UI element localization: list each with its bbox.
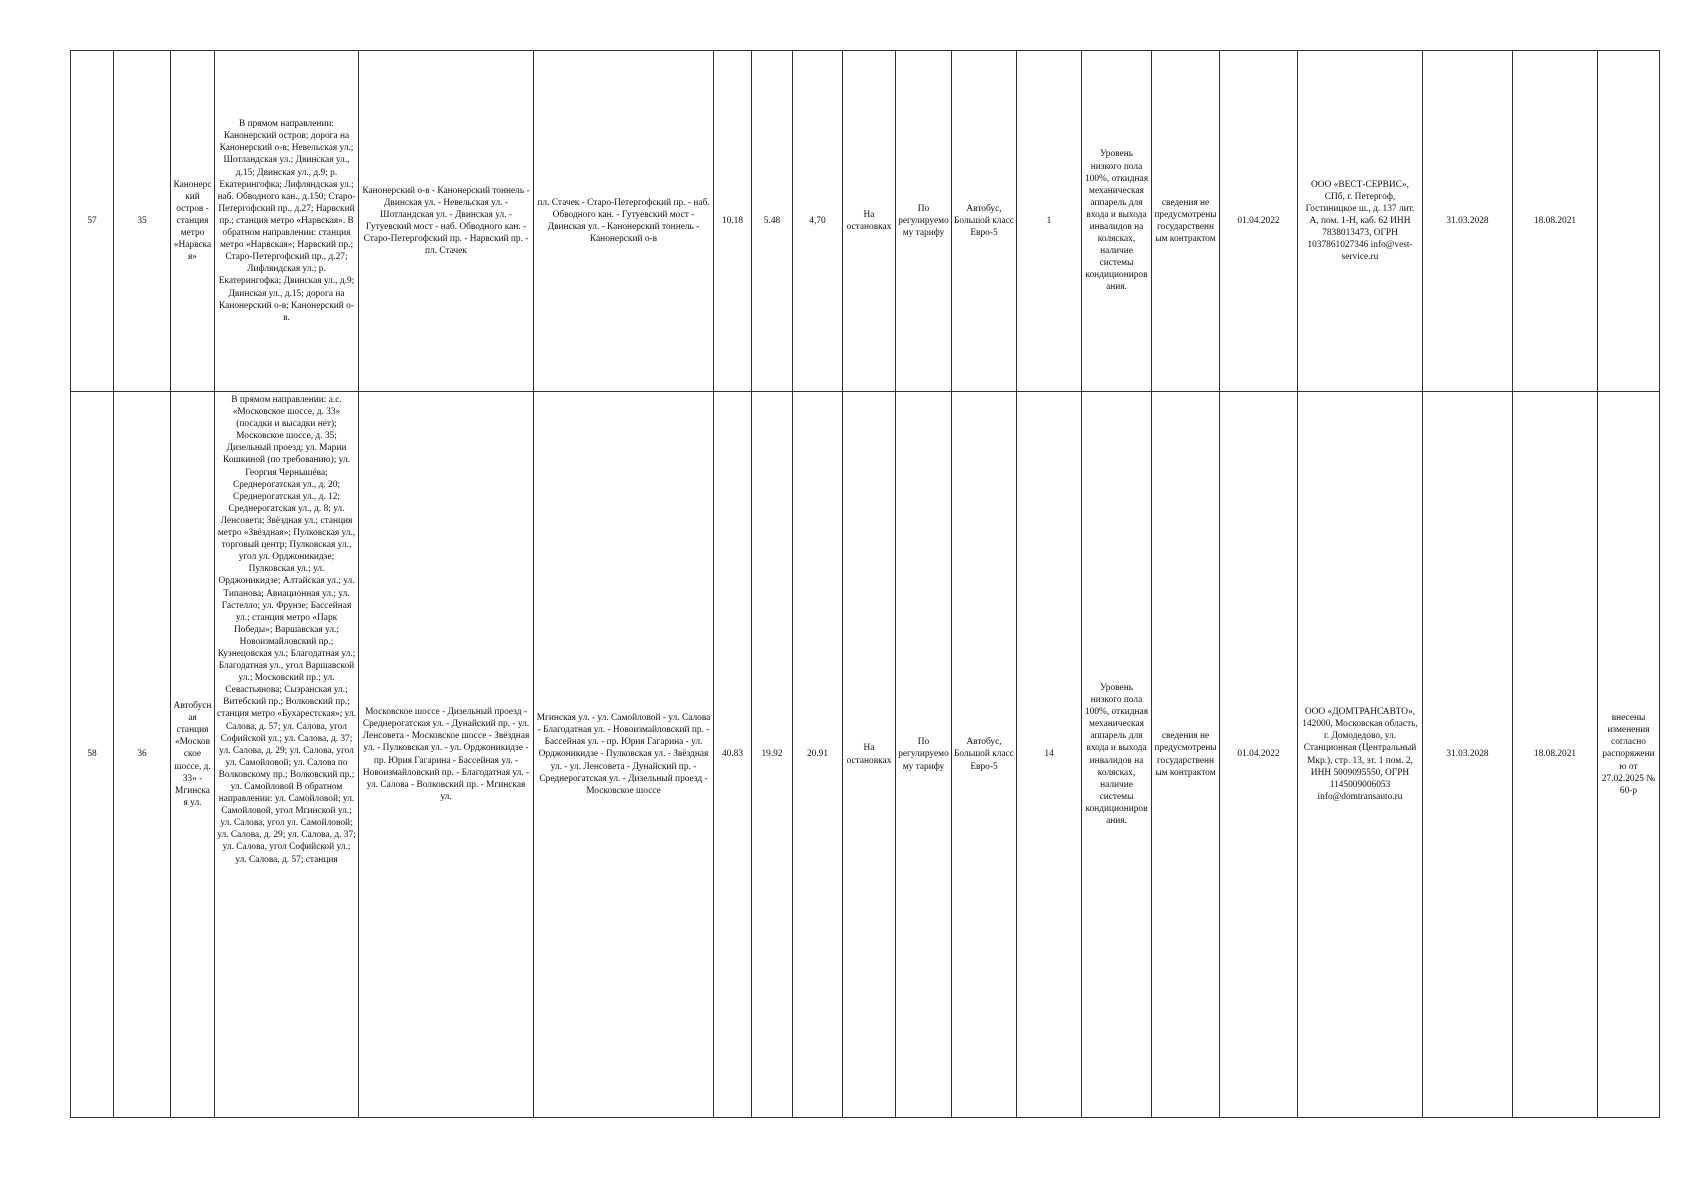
cell-length-backward: 5.48	[752, 51, 793, 392]
cell-streets-forward: Московское шоссе - Дизельный проезд - Среднерогатская ул. - Дунайский пр. - ул. Ленсовета - Московское шоссе - Звёздная ул. - Пулковская ул. - ул. Орджоникидзе - пр. Юрия Гагарина - Бассейная ул. - Новоизмайловский пр. - Благодатная ул. - ул. Салова - Волковский пр. - Мгинская ул.	[359, 392, 534, 1118]
cell-streets-forward: Канонерский о-в - Канонерский тоннель - Двинская ул. - Невельская ул. - Шотландская ул. - Двинская ул. - Гутуевский мост - наб. Обводного кан. - Старо-Петергофский пр. - Нарвский пр. - пл. Стачек	[359, 51, 534, 392]
cell-end-date: 31.03.2028	[1423, 51, 1513, 392]
cell-length-total: 4,70	[793, 51, 843, 392]
cell-fare-type: По регулируемому тарифу	[896, 51, 952, 392]
cell-end-date: 31.03.2028	[1423, 392, 1513, 1118]
cell-streets-backward: пл. Стачек - Старо-Петергофский пр. - наб. Обводного кан. - Гутуевский мост - Двинская ул. - Канонерский тоннель - Канонерский о-в	[534, 51, 714, 392]
cell-max-count: 1	[1017, 51, 1082, 392]
cell-vehicle: Автобус, Большой класс Евро-5	[952, 51, 1017, 392]
cell-stop-order: На остановках	[843, 392, 896, 1118]
cell-carrier: ООО «ВЕСТ-СЕРВИС», СПб, г. Петергоф, Гостиницкое ш., д. 137 лит. А, пом. 1-Н, каб. 62 ИНН 7838013473, ОГРН 1037861027346 info@vest-service.ru	[1298, 51, 1423, 392]
cell-length-backward: 19.92	[752, 392, 793, 1118]
cell-reg-no: 57	[71, 51, 114, 392]
cell-stop-order: На остановках	[843, 51, 896, 392]
cell-route-name: Автобусная станция «Московское шоссе, д. 33» - Мгинская ул.	[171, 392, 215, 1118]
cell-stops-text: В прямом направлении: а.с. «Московское шоссе, д. 33» (посадки и высадки нет); Московское шоссе, д. 35; Дизельный проезд; ул. Марии Кошкиной (по требованию); ул. Георгия Чернышёва; Среднерогатская ул., д. 20; Среднерогатская ул., д. 12; Среднерогатская ул., д. 8; ул. Ленсовета; Звёздная ул.; станция метро «Звёздная»; Пулковская ул., торговый центр; Пулковская ул., угол ул. Орджоникидзе; Пулковская ул.; ул. Орджоникидзе; Алтайская ул.; ул. Типанова; Авиационная ул.; ул. Гастелло; ул. Фрунзе; Бассейная ул.; станция метро «Парк Победы»; Варшавская ул.; Новоизмайловский пр.; Кузнецовская ул.; Благодатная ул.; Благодатная ул., угол Варшавской ул.; Московский пр.; ул. Севастьянова; Сызранская ул.; Витебский пр.; Волковский пр.; станция метро «Бухарестская»; ул. Салова, д. 57; ул. Салова, угол Софийской ул.; ул. Салова, д. 37; ул. Салова, д. 29; ул. Салова, угол ул. Самойловой; ул. Салова по Волковскому пр.; Волковский пр.; ул. Самойловой В обратном направлении: ул. Самойловой; ул. Самойловой, угол Мгинской ул.; ул. Салова, угол ул. Самойловой; ул. Салова, д. 29; ул. Салова, д. 37; ул. Салова, угол Софийской ул.; ул. Салова, д. 57; станция	[217, 395, 356, 865]
cell-streets-backward: Мгинская ул. - ул. Самойловой - ул. Салова - Благодатная ул. - Новоизмайловский пр. - Бассейная ул. - пр. Юрия Гагарина - ул. Орджоникидзе - Пулковская ул. - Звёздная ул. - ул. Ленсовета - Дунайский пр. - Среднерогатская ул. - Дизельный проезд - Московское шоссе	[534, 392, 714, 1118]
cell-contract-info: сведения не предусмотрены государственным контрактом	[1152, 51, 1220, 392]
cell-route-no: 36	[114, 392, 171, 1118]
cell-start-date: 01.04.2022	[1220, 392, 1298, 1118]
cell-notes	[1598, 51, 1660, 392]
cell-accessibility: Уровень низкого пола 100%, откидная механическая аппарель для входа и выхода инвалидов на колясках, наличие системы кондиционирования.	[1082, 392, 1152, 1118]
cell-notes: внесены изменения согласно распоряжению от 27.02.2025 № 60-р	[1598, 392, 1660, 1118]
routes-register-table	[70, 50, 1660, 1118]
cell-fare-type: По регулируемому тарифу	[896, 392, 952, 1118]
cell-reg-no: 58	[71, 392, 114, 1118]
table-row	[71, 392, 1660, 1118]
cell-accessibility: Уровень низкого пола 100%, откидная механическая аппарель для входа и выхода инвалидов на колясках, наличие системы кондиционирования.	[1082, 51, 1152, 392]
cell-entry-date: 18.08.2021	[1513, 392, 1598, 1118]
table-row	[71, 51, 1660, 392]
cell-route-name: Канонерский остров - станция метро «Нарвская»	[171, 51, 215, 392]
cell-stops	[215, 392, 359, 1118]
cell-start-date: 01.04.2022	[1220, 51, 1298, 392]
cell-length-forward: 40.83	[714, 392, 752, 1118]
cell-contract-info: сведения не предусмотрены государственным контрактом	[1152, 392, 1220, 1118]
cell-entry-date: 18.08.2021	[1513, 51, 1598, 392]
cell-route-no: 35	[114, 51, 171, 392]
cell-vehicle: Автобус, Большой класс Евро-5	[952, 392, 1017, 1118]
cell-length-total: 20.91	[793, 392, 843, 1118]
cell-carrier: ООО «ДОМТРАНСАВТО», 142000, Московская область, г. Домодедово, ул. Станционная (Центральный Мкр.), стр. 13, эт. 1 пом. 2, ИНН 5009095550, ОГРН 1145009006053 info@domtransauto.ru	[1298, 392, 1423, 1118]
cell-length-forward: 10.18	[714, 51, 752, 392]
cell-stops: В прямом направлении: Канонерский остров; дорога на Канонерский о-в; Невельская ул.; Шотландская ул.; Двинская ул., д.15; Двинская ул., д.9; р. Екатерингофка; Лифляндская ул.; наб. Обводного кан., д.150; Старо-Петергофский пр., д.27; Нарвский пр.; станция метро «Нарвская». В обратном направлении: станция метро «Нарвская»; Нарвский пр.; Старо-Петергофский пр., д.27; Лифляндская ул.; р. Екатерингофка; Двинская ул., д.9; Двинская ул., д.15; дорога на Канонерский о-в; Канонерский о-в.	[215, 51, 359, 392]
cell-max-count: 14	[1017, 392, 1082, 1118]
